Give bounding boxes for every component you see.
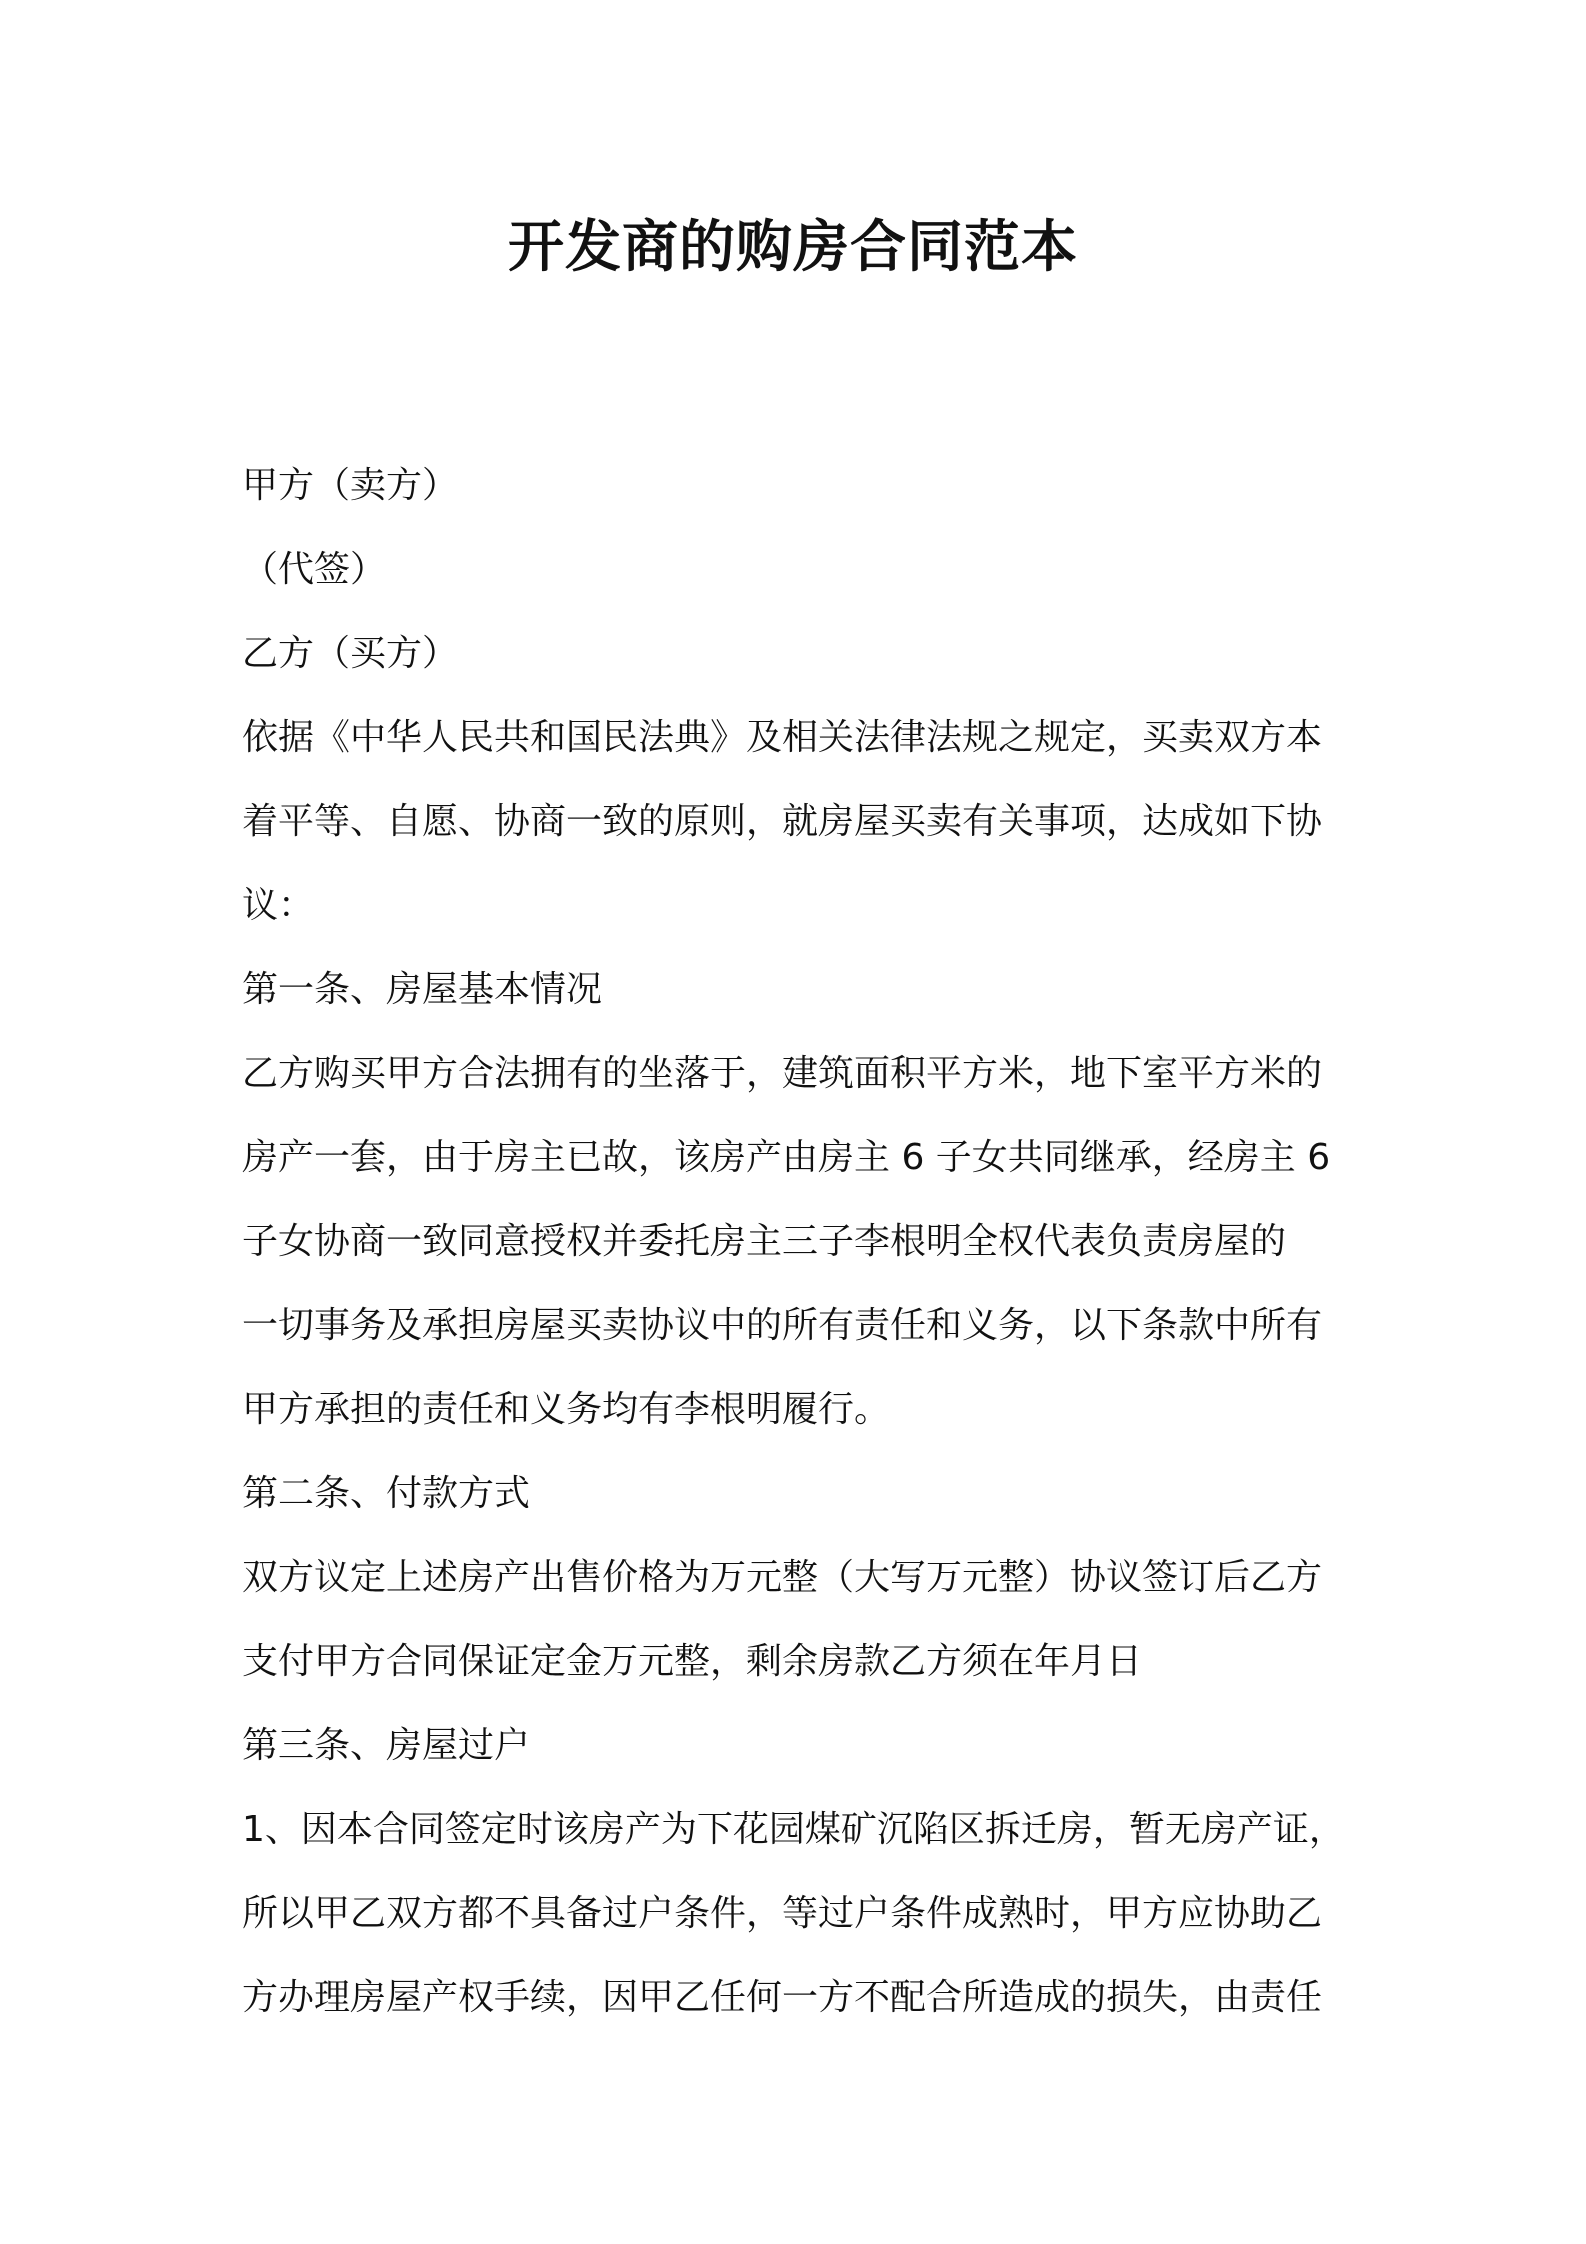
- article-2-text-line: 支付甲方合同保证定金万元整，剩余房款乙方须在年月日: [242, 1641, 1143, 1682]
- preamble-line: 着平等、自愿、协商一致的原则，就房屋买卖有关事项，达成如下协: [242, 801, 1323, 842]
- article-2-text-line: 双方议定上述房产出售价格为万元整（大写万元整）协议签订后乙方: [242, 1557, 1323, 1598]
- article-2-heading: 第二条、付款方式: [242, 1473, 531, 1514]
- party-b-line: 乙方（买方）: [242, 633, 459, 674]
- article-1-text-line: 乙方购买甲方合法拥有的坐落于，建筑面积平方米，地下室平方米的: [242, 1053, 1323, 1094]
- document-body: [242, 444, 1362, 2040]
- proxy-sign-line: （代签）: [242, 549, 387, 590]
- article-1-heading: 第一条、房屋基本情况: [242, 969, 603, 1010]
- article-3-text-line: 所以甲乙双方都不具备过户条件，等过户条件成熟时，甲方应协助乙: [242, 1893, 1323, 1934]
- article-1-text-line: 甲方承担的责任和义务均有李根明履行。: [242, 1389, 891, 1430]
- article-3-heading: 第三条、房屋过户: [242, 1725, 531, 1766]
- article-1-text-line: 一切事务及承担房屋买卖协议中的所有责任和义务，以下条款中所有: [242, 1305, 1323, 1346]
- article-3-text-line: 1、因本合同签定时该房产为下花园煤矿沉陷区拆迁房，暂无房产证，: [242, 1809, 1345, 1850]
- article-1-text-line: 子女协商一致同意授权并委托房主三子李根明全权代表负责房屋的: [242, 1221, 1287, 1262]
- preamble-line: 议：: [242, 885, 315, 926]
- document-title: 开发商的购房合同范本: [508, 215, 1078, 280]
- preamble-line: 依据《中华人民共和国民法典》及相关法律法规之规定，买卖双方本: [242, 717, 1323, 758]
- article-1-text-line: 房产一套，由于房主已故，该房产由房主 6 子女共同继承，经房主 6: [242, 1137, 1331, 1178]
- party-a-line: 甲方（卖方）: [242, 465, 459, 506]
- article-3-text-line: 方办理房屋产权手续，因甲乙任何一方不配合所造成的损失，由责任: [242, 1977, 1323, 2018]
